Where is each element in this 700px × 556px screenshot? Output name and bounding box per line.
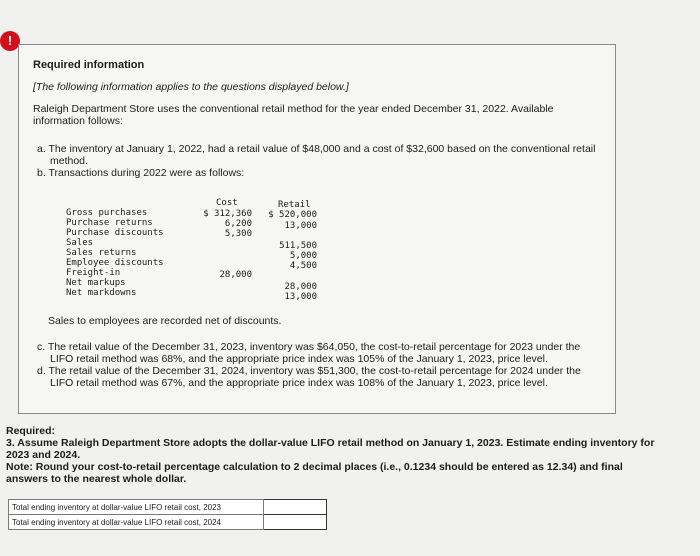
row-retail-sales: 511,500: [279, 241, 317, 251]
row-cost-gross-purchases: $ 312,360: [203, 209, 252, 219]
intro-line-2: information follows:: [33, 115, 123, 127]
answer-cell-2024: [264, 515, 327, 530]
row-cost-purchase-returns: 6,200: [224, 219, 252, 229]
row-cost-freight-in: 28,000: [219, 270, 252, 280]
row-retail-purchase-returns: 13,000: [284, 221, 317, 231]
row-label-freight-in: Freight-in: [66, 268, 121, 278]
col-header-retail: Retail: [278, 200, 311, 210]
answer-input-2023[interactable]: [264, 500, 330, 514]
col-header-cost: Cost: [216, 198, 238, 208]
answer-label-2023: Total ending inventory at dollar-value LIFO retail cost, 2023: [9, 500, 264, 515]
answer-table: [8, 499, 327, 530]
row-retail-sales-returns: 5,000: [289, 251, 317, 261]
item-d-line-2: LIFO retail method was 67%, and the appropriate price index was 108% of the January 1, 2023, price level.: [50, 377, 548, 389]
item-a-line-2: method.: [50, 155, 88, 167]
row-cost-purchase-discounts: 5,300: [224, 229, 252, 239]
rounding-note-line-1: Note: Round your cost-to-retail percentage calculation to 2 decimal places (i.e., 0.1234 should be entered as 12.34) and final: [6, 461, 623, 473]
row-retail-net-markdowns: 13,000: [284, 292, 317, 302]
intro-line-1: Raleigh Department Store uses the conventional retail method for the year ended December 31, 2022. Available: [33, 103, 554, 115]
answer-cell-2023: [264, 500, 327, 515]
item-b: b. Transactions during 2022 were as follows:: [37, 167, 245, 179]
item-c-line-2: LIFO retail method was 68%, and the appropriate price index was 105% of the January 1, 2023, price level.: [50, 353, 548, 365]
row-label-sales: Sales: [66, 238, 94, 248]
answer-input-2024[interactable]: [264, 515, 330, 529]
answer-row-2024: [9, 515, 327, 530]
row-label-employee-discounts: Employee discounts: [66, 258, 164, 268]
row-retail-employee-discounts: 4,500: [289, 261, 317, 271]
question-line-2: 2023 and 2024.: [6, 449, 81, 461]
answer-row-2023: [9, 500, 327, 515]
row-label-purchase-discounts: Purchase discounts: [66, 228, 164, 238]
row-label-purchase-returns: Purchase returns: [66, 218, 153, 228]
answer-label-2024: Total ending inventory at dollar-value LIFO retail cost, 2024: [9, 515, 264, 530]
row-label-net-markdowns: Net markdowns: [66, 288, 137, 298]
row-label-sales-returns: Sales returns: [66, 248, 137, 258]
required-heading: Required:: [6, 425, 56, 437]
item-d-line-1: d. The retail value of the December 31, 2024, inventory was $51,300, the cost-to-retail percentage for 2024 under the: [37, 365, 581, 377]
alert-icon: !: [0, 31, 20, 51]
item-a-line-1: a. The inventory at January 1, 2022, had a retail value of $48,000 and a cost of $32,600 based on the conventional retail: [37, 143, 596, 155]
question-line-1: 3. Assume Raleigh Department Store adopts the dollar-value LIFO retail method on January 1, 2023. Estimate ending inventory for: [6, 437, 655, 449]
section-title: Required information: [33, 59, 145, 71]
info-note: [The following information applies to the questions displayed below.]: [33, 81, 349, 93]
row-retail-gross-purchases: $ 520,000: [268, 210, 317, 220]
row-retail-net-markups: 28,000: [284, 282, 317, 292]
rounding-note-line-2: answers to the nearest whole dollar.: [6, 473, 187, 485]
item-c-line-1: c. The retail value of the December 31, 2023, inventory was $64,050, the cost-to-retail percentage for 2023 under the: [37, 341, 581, 353]
row-label-net-markups: Net markups: [66, 278, 126, 288]
sales-note: Sales to employees are recorded net of discounts.: [48, 315, 282, 327]
row-label-gross-purchases: Gross purchases: [66, 208, 148, 218]
